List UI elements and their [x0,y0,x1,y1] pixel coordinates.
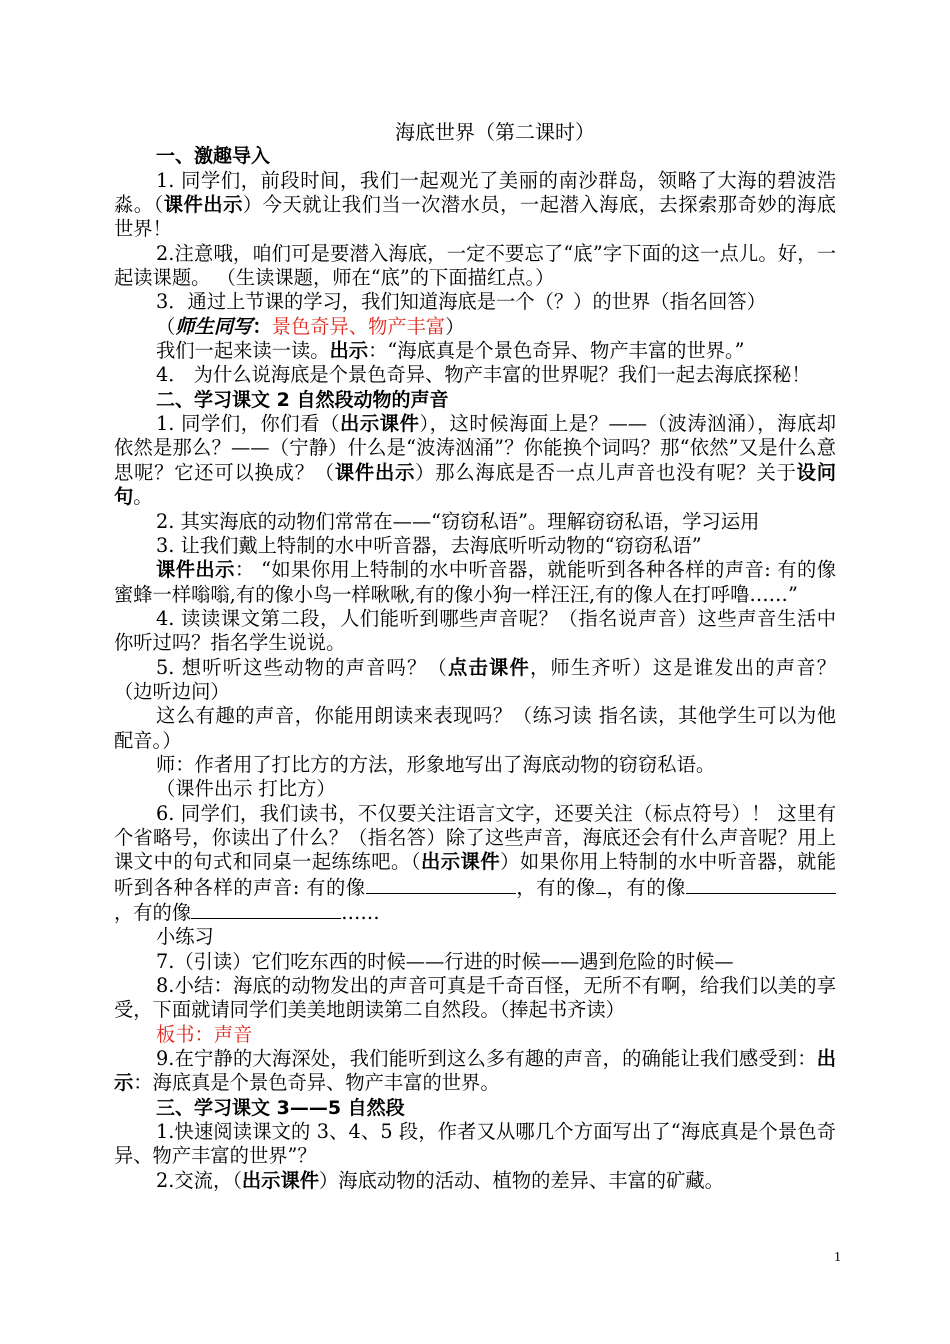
bold-text: 出示 [114,1047,836,1095]
bold-text: 出示课件 [340,412,420,436]
paragraph: 1.快速阅读课文的 3、4、5 段，作者又从哪几个方面写出了“海底真是个景色奇异、物产丰富的世界”？ [114,1120,836,1168]
fill-blank [686,875,836,894]
paragraph: 2. 其实海底的动物们常常在——“窃窃私语”。理解窃窃私语，学习运用 [156,509,760,533]
paragraph: 4. 读读课文第二段，人们能听到哪些声音呢？（指名说声音）这些声音生活中你听过吗？指名学生说说。 [114,606,836,655]
text: ，有的像 [605,875,687,899]
text: 9.在宁静的大海深处，我们能听到这么多有趣的声音，的确能让我们感受到： [156,1047,817,1071]
text: ）那么海底是否一点儿声音也没有呢？关于 [415,460,797,484]
bold-text: 点击课件 [448,655,530,679]
italic-text: 师生同写 [175,314,253,338]
text: ） [445,314,465,338]
text: ： “如果你用上特制的水中听音器，就能听到各种各样的声音: 有的像蜜蜂一样嗡嗡,有的像小鸟一样啾啾,有的像小狗一样汪汪,有的像人在打呼噜……” [114,558,837,606]
text: 1. 同学们，前段时间，我们一起观光了美丽的南沙群岛，领略了大海的碧波浩淼。（ [114,168,836,217]
text: ），这时候海面上是？——（波涛汹涌），海底却依然是那么？——（宁静）什么是“波涛汹涌”？你能换个词吗？那“依然”又是什么意思呢？它还可以换成？（ [114,412,836,484]
paragraph: 师：作者用了打比方的方法，形象地写出了海底动物的窃窃私语。 [156,752,716,776]
text: ）今天就让我们当一次潜水员，一起潜入海底，去探索那奇妙的海底世界！ [114,193,836,241]
bold-text: 出示课件 [241,1168,320,1192]
paragraph: 8.小结：海底的动物发出的声音可真是千奇百怪，无所不有啊，给我们以美的享受，下面就请同学们美美地朗读第二自然段。（捧起书齐读） [114,974,836,1022]
text: 2.交流，（ [156,1168,242,1192]
text: 1. 同学们，你们看（ [156,412,341,436]
paragraph: 3. 让我们戴上特制的水中听音器，去海底听听动物的“窃窃私语” [156,533,702,557]
bold-text: 设问句 [114,460,837,509]
paragraph: 2.注意哦，咱们可是要潜入海底，一定不要忘了“底”字下面的这一点儿。好，一起读课题。 （生读课题，师在“底”的下面描红点。） [114,241,836,290]
section-heading-1: 一、激趣导入 [156,145,271,168]
paragraph [114,412,836,509]
bold-text: 课件出示 [163,193,243,217]
document-title: 海底世界（第二课时） [395,120,595,144]
paragraph [114,656,836,705]
fill-blank [366,875,516,894]
text: （ [156,314,176,338]
paragraph: 这么有趣的声音，你能用朗读来表现吗？（练习读 指名读，其他学生可以为他配音。） [114,704,836,752]
board-note: 板书：声音 [156,1022,253,1046]
text: ：海底真是个景色奇异、物产丰富的世界。 [133,1071,500,1095]
text: 6. 同学们，我们读书，不仅要关注语言文字，还要关注（标点符号）！ 这里有个省略号，你读出了什么？（指名答）除了这些声音，海底还会有什么声音呢？用上课文中的句式和同桌一起练练吧。（ [114,801,836,874]
section-heading-3: 三、学习课文 3——5 自然段 [156,1096,405,1119]
paragraph [114,339,836,363]
fill-blank [596,875,606,894]
text: ，师生齐听）这是谁发出的声音？（边听边问） [114,655,837,703]
paragraph [114,802,836,926]
paragraph [114,1047,836,1096]
paragraph [114,315,836,339]
text: 。 [133,485,153,509]
text: 5. 想听听这些动物的声音吗？（ [156,655,449,679]
fill-blank [191,900,341,919]
document-page [114,120,836,1193]
paragraph: 4． 为什么说海底是个景色奇异、物产丰富的世界呢？我们一起去海底探秘！ [156,363,811,387]
bold-text: 出示课件 [420,850,501,874]
paragraph [114,558,836,607]
bold-text: 课件出示 [156,558,235,582]
text: 我们一起来读一读。 [156,339,330,363]
text: ，有的像 [515,875,596,899]
text: …… [341,901,380,924]
red-text: 景色奇异、物产丰富 [271,314,446,338]
bold-text: 课件出示 [334,460,416,484]
paragraph: （课件出示 打比方） [156,777,336,801]
bold-text: 出示 [329,339,369,363]
text: ，有的像 [114,901,192,924]
paragraph: 7.（引读）它们吃东西的时候——行进的时候——遇到危险的时候— [156,949,734,973]
bold-text: ： [252,314,272,338]
paragraph [114,1169,836,1193]
page-number: 1 [834,1250,841,1265]
paragraph: 3．通过上节课的学习，我们知道海底是一个（？）的世界（指名回答） [156,290,766,314]
text: ）如果你用上特制的水中听音器，就能听到各种各样的声音: 有的像 [114,850,837,899]
section-heading-2: 二、学习课文 2 自然段动物的声音 [156,388,449,411]
paragraph: 小练习 [156,925,214,949]
text: ）海底动物的活动、植物的差异、丰富的矿藏。 [319,1168,724,1192]
paragraph [114,169,836,242]
text: ：“海底真是个景色奇异、物产丰富的世界。” [368,339,745,363]
